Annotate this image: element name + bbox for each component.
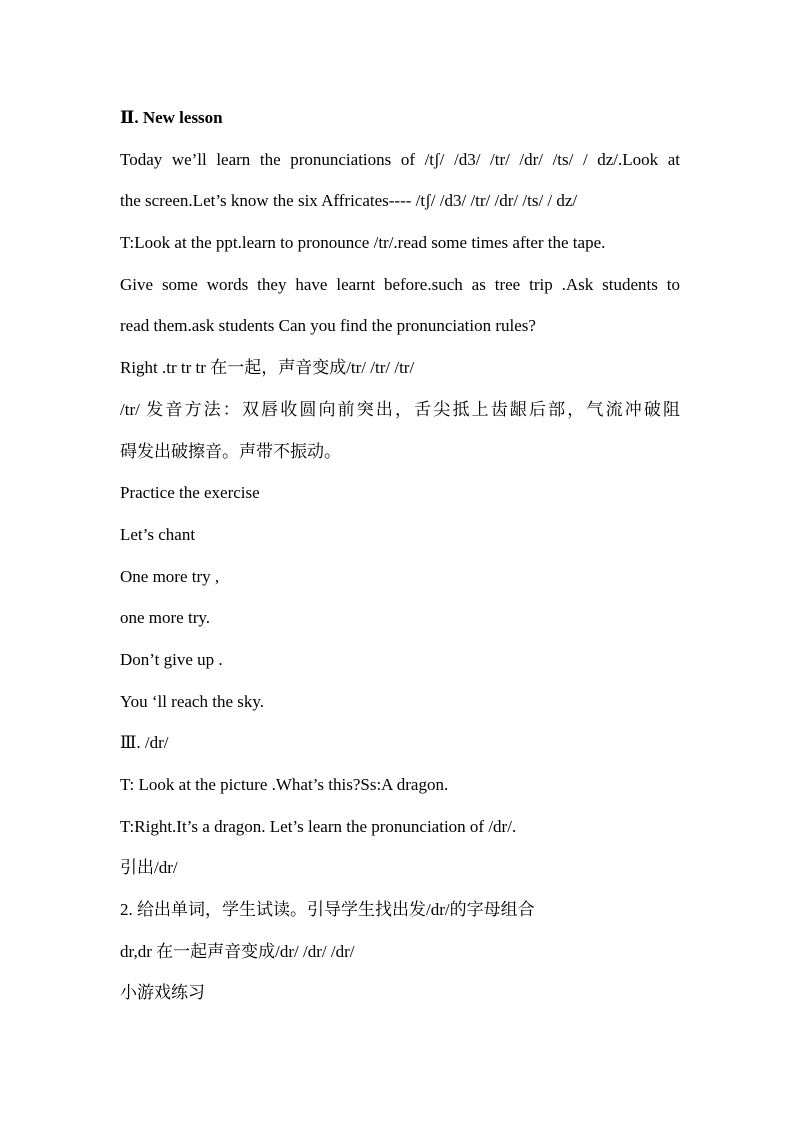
paragraph-line: 引出/dr/ — [120, 858, 178, 878]
paragraph-line: /tr/ 发音方法：双唇收圆向前突出，舌尖抵上齿龈后部，气流冲破阻 — [120, 399, 680, 419]
paragraph-line: Today we’ll learn the pronunciations of /tʃ/ /d3/ /tr/ /dr/ /ts/ / dz/.Look at — [120, 149, 680, 169]
paragraph-line: Practice the exercise — [120, 483, 260, 503]
chant-line: Don’t give up . — [120, 649, 223, 669]
paragraph-line: Give some words they have learnt before.such as tree trip .Ask students to — [120, 274, 680, 294]
document-body — [120, 97, 680, 1014]
paragraph-line: the screen.Let’s know the six Affricates---- /tʃ/ /d3/ /tr/ /dr/ /ts/ / dz/ — [120, 191, 578, 211]
section-heading-new-lesson: Ⅱ. New lesson — [120, 108, 223, 127]
paragraph-line: 小游戏练习 — [120, 983, 205, 1003]
chant-line: You ‘ll reach the sky. — [120, 691, 265, 711]
section-heading-dr: Ⅲ. /dr/ — [120, 733, 169, 753]
paragraph-line: dr,dr 在一起声音变成/dr/ /dr/ /dr/ — [120, 941, 355, 961]
paragraph-line: T:Look at the ppt.learn to pronounce /tr/.read some times after the tape. — [120, 233, 606, 253]
paragraph-line: Let’s chant — [120, 524, 196, 544]
paragraph-line: T:Right.It’s a dragon. Let’s learn the pronunciation of /dr/. — [120, 816, 517, 836]
paragraph-line: 2. 给出单词，学生试读。引导学生找出发/dr/的字母组合 — [120, 900, 535, 920]
paragraph-line: Right .tr tr tr 在一起，声音变成/tr/ /tr/ /tr/ — [120, 358, 415, 378]
paragraph-line: read them.ask students Can you find the pronunciation rules? — [120, 316, 536, 336]
chant-line: One more try , — [120, 566, 220, 586]
paragraph-line: 碍发出破擦音。声带不振动。 — [120, 441, 341, 461]
paragraph-line: T: Look at the picture .What’s this?Ss:A dragon. — [120, 775, 449, 794]
chant-line: one more try. — [120, 608, 211, 628]
